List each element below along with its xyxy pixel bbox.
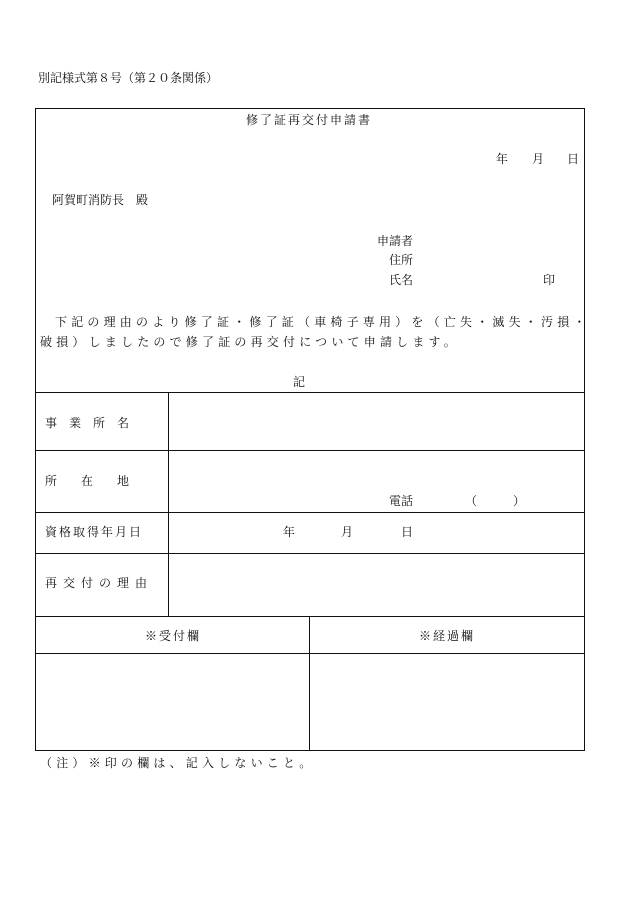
applicant-address-label: 住所 [389, 253, 414, 267]
progress-column-header: ※経過欄 [419, 629, 476, 643]
reception-progress-divider [309, 616, 310, 751]
row-rule-5 [35, 653, 585, 654]
seal-mark: 印 [543, 273, 556, 287]
reception-column-header: ※受付欄 [145, 629, 202, 643]
phone-parentheses: （ ） [465, 494, 526, 508]
form-title: 修了証再交付申請書 [246, 113, 373, 127]
ki-heading: 記 [293, 375, 306, 389]
row-rule-4 [35, 616, 585, 617]
applicant-label: 申請者 [377, 234, 414, 248]
date-year-label: 年 [496, 152, 509, 166]
body-text-line-2: 破損）しましたので修了証の再交付について申請します。 [40, 335, 461, 349]
applicant-name-label: 氏名 [389, 273, 414, 287]
form-number: 別記様式第８号（第２０条関係） [38, 71, 219, 85]
table-top-rule [35, 392, 585, 393]
label-column-divider [168, 392, 169, 616]
body-text-line-1: 下記の理由のより修了証・修了証（車椅子専用）を（亡失・滅失・汚損・ [55, 315, 590, 329]
qualification-day-label: 日 [401, 525, 414, 539]
phone-label: 電話 [389, 494, 414, 508]
row-rule-2 [35, 512, 585, 513]
date-day-label: 日 [567, 152, 580, 166]
footnote: （注）※印の欄は、記入しないこと。 [40, 756, 316, 770]
location-label: 所 在 地 [45, 474, 130, 488]
office-name-label: 事 業 所 名 [45, 416, 130, 430]
recipient: 阿賀町消防長 殿 [52, 193, 149, 207]
qualification-year-label: 年 [283, 525, 296, 539]
qualification-date-label: 資格取得年月日 [45, 525, 144, 539]
row-rule-3 [35, 553, 585, 554]
date-month-label: 月 [532, 152, 545, 166]
row-rule-1 [35, 450, 585, 451]
qualification-month-label: 月 [341, 525, 354, 539]
reason-label: 再交付の理由 [45, 576, 154, 590]
